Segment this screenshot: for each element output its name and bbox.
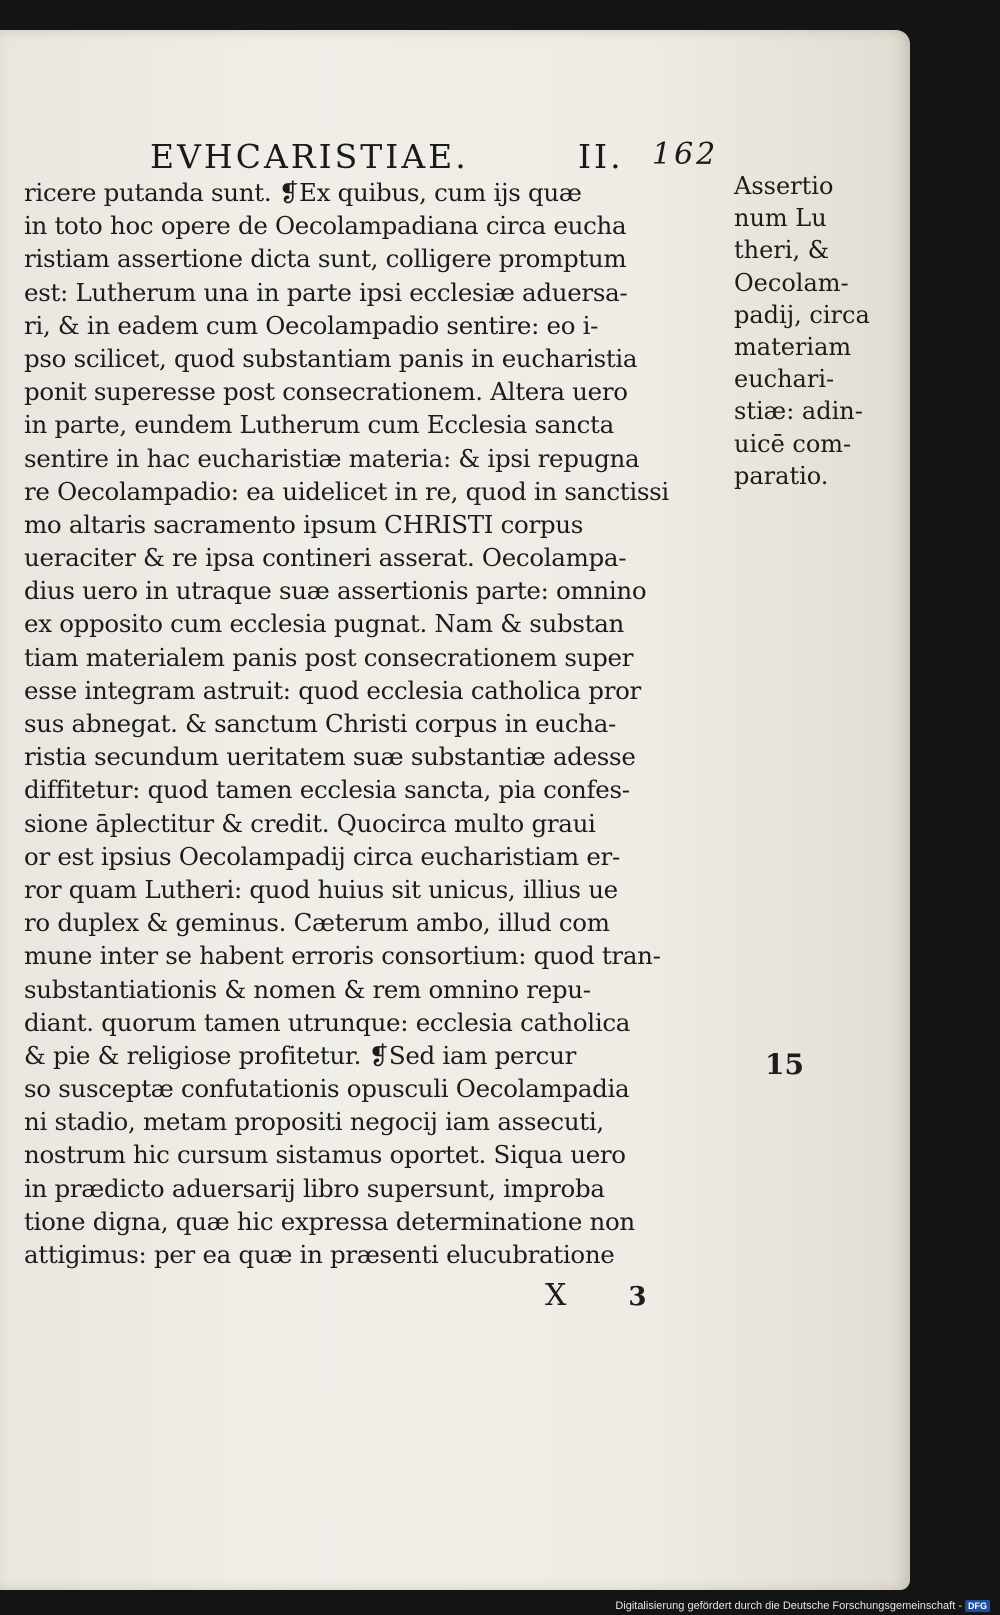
margin-note-line: euchari- <box>734 365 835 394</box>
margin-note-line: Assertio <box>734 172 834 200</box>
text-line: ricere putanda sunt. ❡Ex quibus, cum ijs quæ <box>24 178 582 207</box>
book-page <box>0 30 910 1590</box>
text-line: attigimus: per ea quæ in præsenti elucubratione <box>24 1240 615 1269</box>
margin-note-line: materiam <box>734 332 852 361</box>
header-title: EVHCARISTIAE. <box>150 137 469 176</box>
text-line: substantiationis & nomen & rem omnino repu- <box>24 974 591 1004</box>
text-line: diant. quorum tamen utrunque: ecclesia catholica <box>24 1007 631 1037</box>
credit-text: Digitalisierung gefördert durch die Deutsche Forschungsgemeinschaft - <box>615 1600 962 1612</box>
margin-note-line: num Lu <box>734 204 827 233</box>
folio-number: 162 <box>652 137 719 172</box>
main-text-block <box>24 176 744 1271</box>
margin-note-line: stiæ: adin- <box>734 397 863 426</box>
text-line: ristiam assertione dicta sunt, colligere promptum <box>24 244 627 274</box>
margin-note-line: Oecolam- <box>734 268 849 297</box>
text-line: ro duplex & geminus. Cæterum ambo, illud com <box>24 908 610 938</box>
text-line: ristia secundum ueritatem suæ substantiæ adesse <box>24 742 636 772</box>
dfg-logo: DFG <box>965 1600 990 1612</box>
text-line: pso scilicet, quod substantiam panis in eucharistia <box>24 343 638 373</box>
text-line: dius uero in utraque suæ assertionis parte: omnino <box>24 576 647 606</box>
text-line: diffitetur: quod tamen ecclesia sancta, pia confes- <box>24 775 630 805</box>
text-line: so susceptæ confutationis opusculi Oecolampadia <box>24 1074 630 1104</box>
text-line: sione āplectitur & credit. Quocirca multo graui <box>24 808 596 838</box>
text-line: sentire in hac eucharistiæ materia: & ipsi repugna <box>24 443 640 473</box>
text-line: in prædicto aduersarij libro supersunt, improba <box>24 1173 605 1203</box>
text-line: tiam materialem panis post consecrationem super <box>24 642 634 672</box>
text-line: nostrum hic cursum sistamus oportet. Siqua uero <box>24 1140 626 1170</box>
text-line: in parte, eundem Lutherum cum Ecclesia sancta <box>24 410 614 440</box>
text-line: ex opposito cum ecclesia pugnat. Nam & substan <box>24 609 625 639</box>
running-header <box>150 137 719 177</box>
margin-note-line: padij, circa <box>734 300 870 329</box>
text-line: ni stadio, metam propositi negocij iam assecuti, <box>24 1107 604 1137</box>
margin-note-line: uicē com- <box>734 429 852 458</box>
text-line: re Oecolampadio: ea uidelicet in re, quod in sanctissi <box>24 476 669 506</box>
text-line: mo altaris sacramento ipsum CHRISTI corpus <box>24 509 584 539</box>
text-line: esse integram astruit: quod ecclesia catholica pror <box>24 675 641 705</box>
signature-number: 3 <box>628 1282 647 1312</box>
text-line: or est ipsius Oecolampadij circa eucharistiam er- <box>24 841 620 871</box>
text-line: mune inter se habent erroris consortium: quod tran- <box>24 941 661 971</box>
text-line: ror quam Lutheri: quod huius sit unicus, illius ue <box>24 874 618 904</box>
margin-note-line: theri, & <box>734 236 830 265</box>
text-line: ponit superesse post consecrationem. Altera uero <box>24 377 628 407</box>
text-line: ri, & in eadem cum Oecolampadio sentire: eo i- <box>24 310 599 340</box>
text-line: in toto hoc opere de Oecolampadiana circa eucha <box>24 211 627 241</box>
marginal-line-number: 15 <box>765 1048 804 1081</box>
digitization-credit <box>615 1600 990 1612</box>
text-line: sus abnegat. & sanctum Christi corpus in eucha- <box>24 709 617 738</box>
header-book-number: II. <box>578 137 624 176</box>
text-line: tione digna, quæ hic expressa determinatione non <box>24 1206 635 1236</box>
signature-letter: X <box>545 1278 567 1313</box>
margin-note-line: paratio. <box>734 461 829 490</box>
text-line: est: Lutherum una in parte ipsi ecclesiæ aduersa- <box>24 277 628 307</box>
signature-mark <box>545 1278 646 1313</box>
text-line: ueraciter & re ipsa contineri asserat. Oecolampa- <box>24 543 627 573</box>
text-line: & pie & religiose profitetur. ❡Sed iam percur <box>24 1040 576 1070</box>
margin-note <box>734 170 884 492</box>
